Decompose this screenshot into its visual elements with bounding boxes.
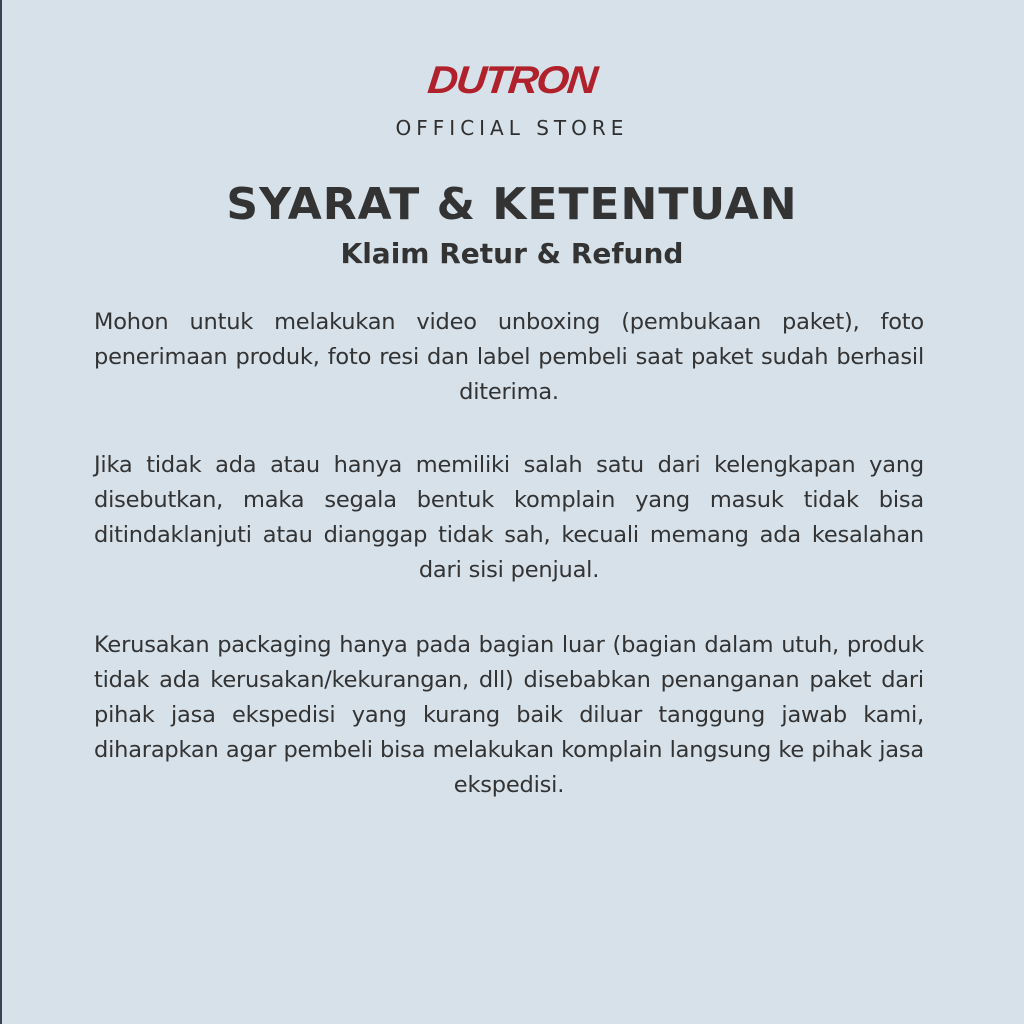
terms-paragraph-requirements: Jika tidak ada atau hanya memiliki salah satu dari kelengkapan yang disebutkan, maka segala bentuk komplain yang masuk tidak bisa ditindaklanjuti atau dianggap tidak sah, kecuali memang ada kesalahan dari sisi penjual. (94, 452, 924, 583)
terms-paragraph-packaging-damage: Kerusakan packaging hanya pada bagian luar (bagian dalam utuh, produk tidak ada kerusakan/kekurangan, dll) disebabkan penanganan paket dari pihak jasa ekspedisi yang kurang baik diluar tanggung jawab kami, diharapkan agar pembeli bisa melakukan komplain langsung ke pihak jasa ekspedisi. (94, 632, 924, 798)
left-border-stripe (0, 0, 2, 1024)
page-title: SYARAT & KETENTUAN (226, 179, 798, 230)
terms-paragraph-unboxing: Mohon untuk melakukan video unboxing (pembukaan paket), foto penerimaan produk, foto resi dan label pembeli saat paket sudah berhasil diterima. (94, 309, 924, 405)
brand-tagline: OFFICIAL STORE (395, 116, 629, 140)
brand-logo-text: DUTRON (425, 57, 599, 102)
brand-logo (0, 58, 1024, 102)
page-subtitle: Klaim Retur & Refund (340, 237, 684, 270)
